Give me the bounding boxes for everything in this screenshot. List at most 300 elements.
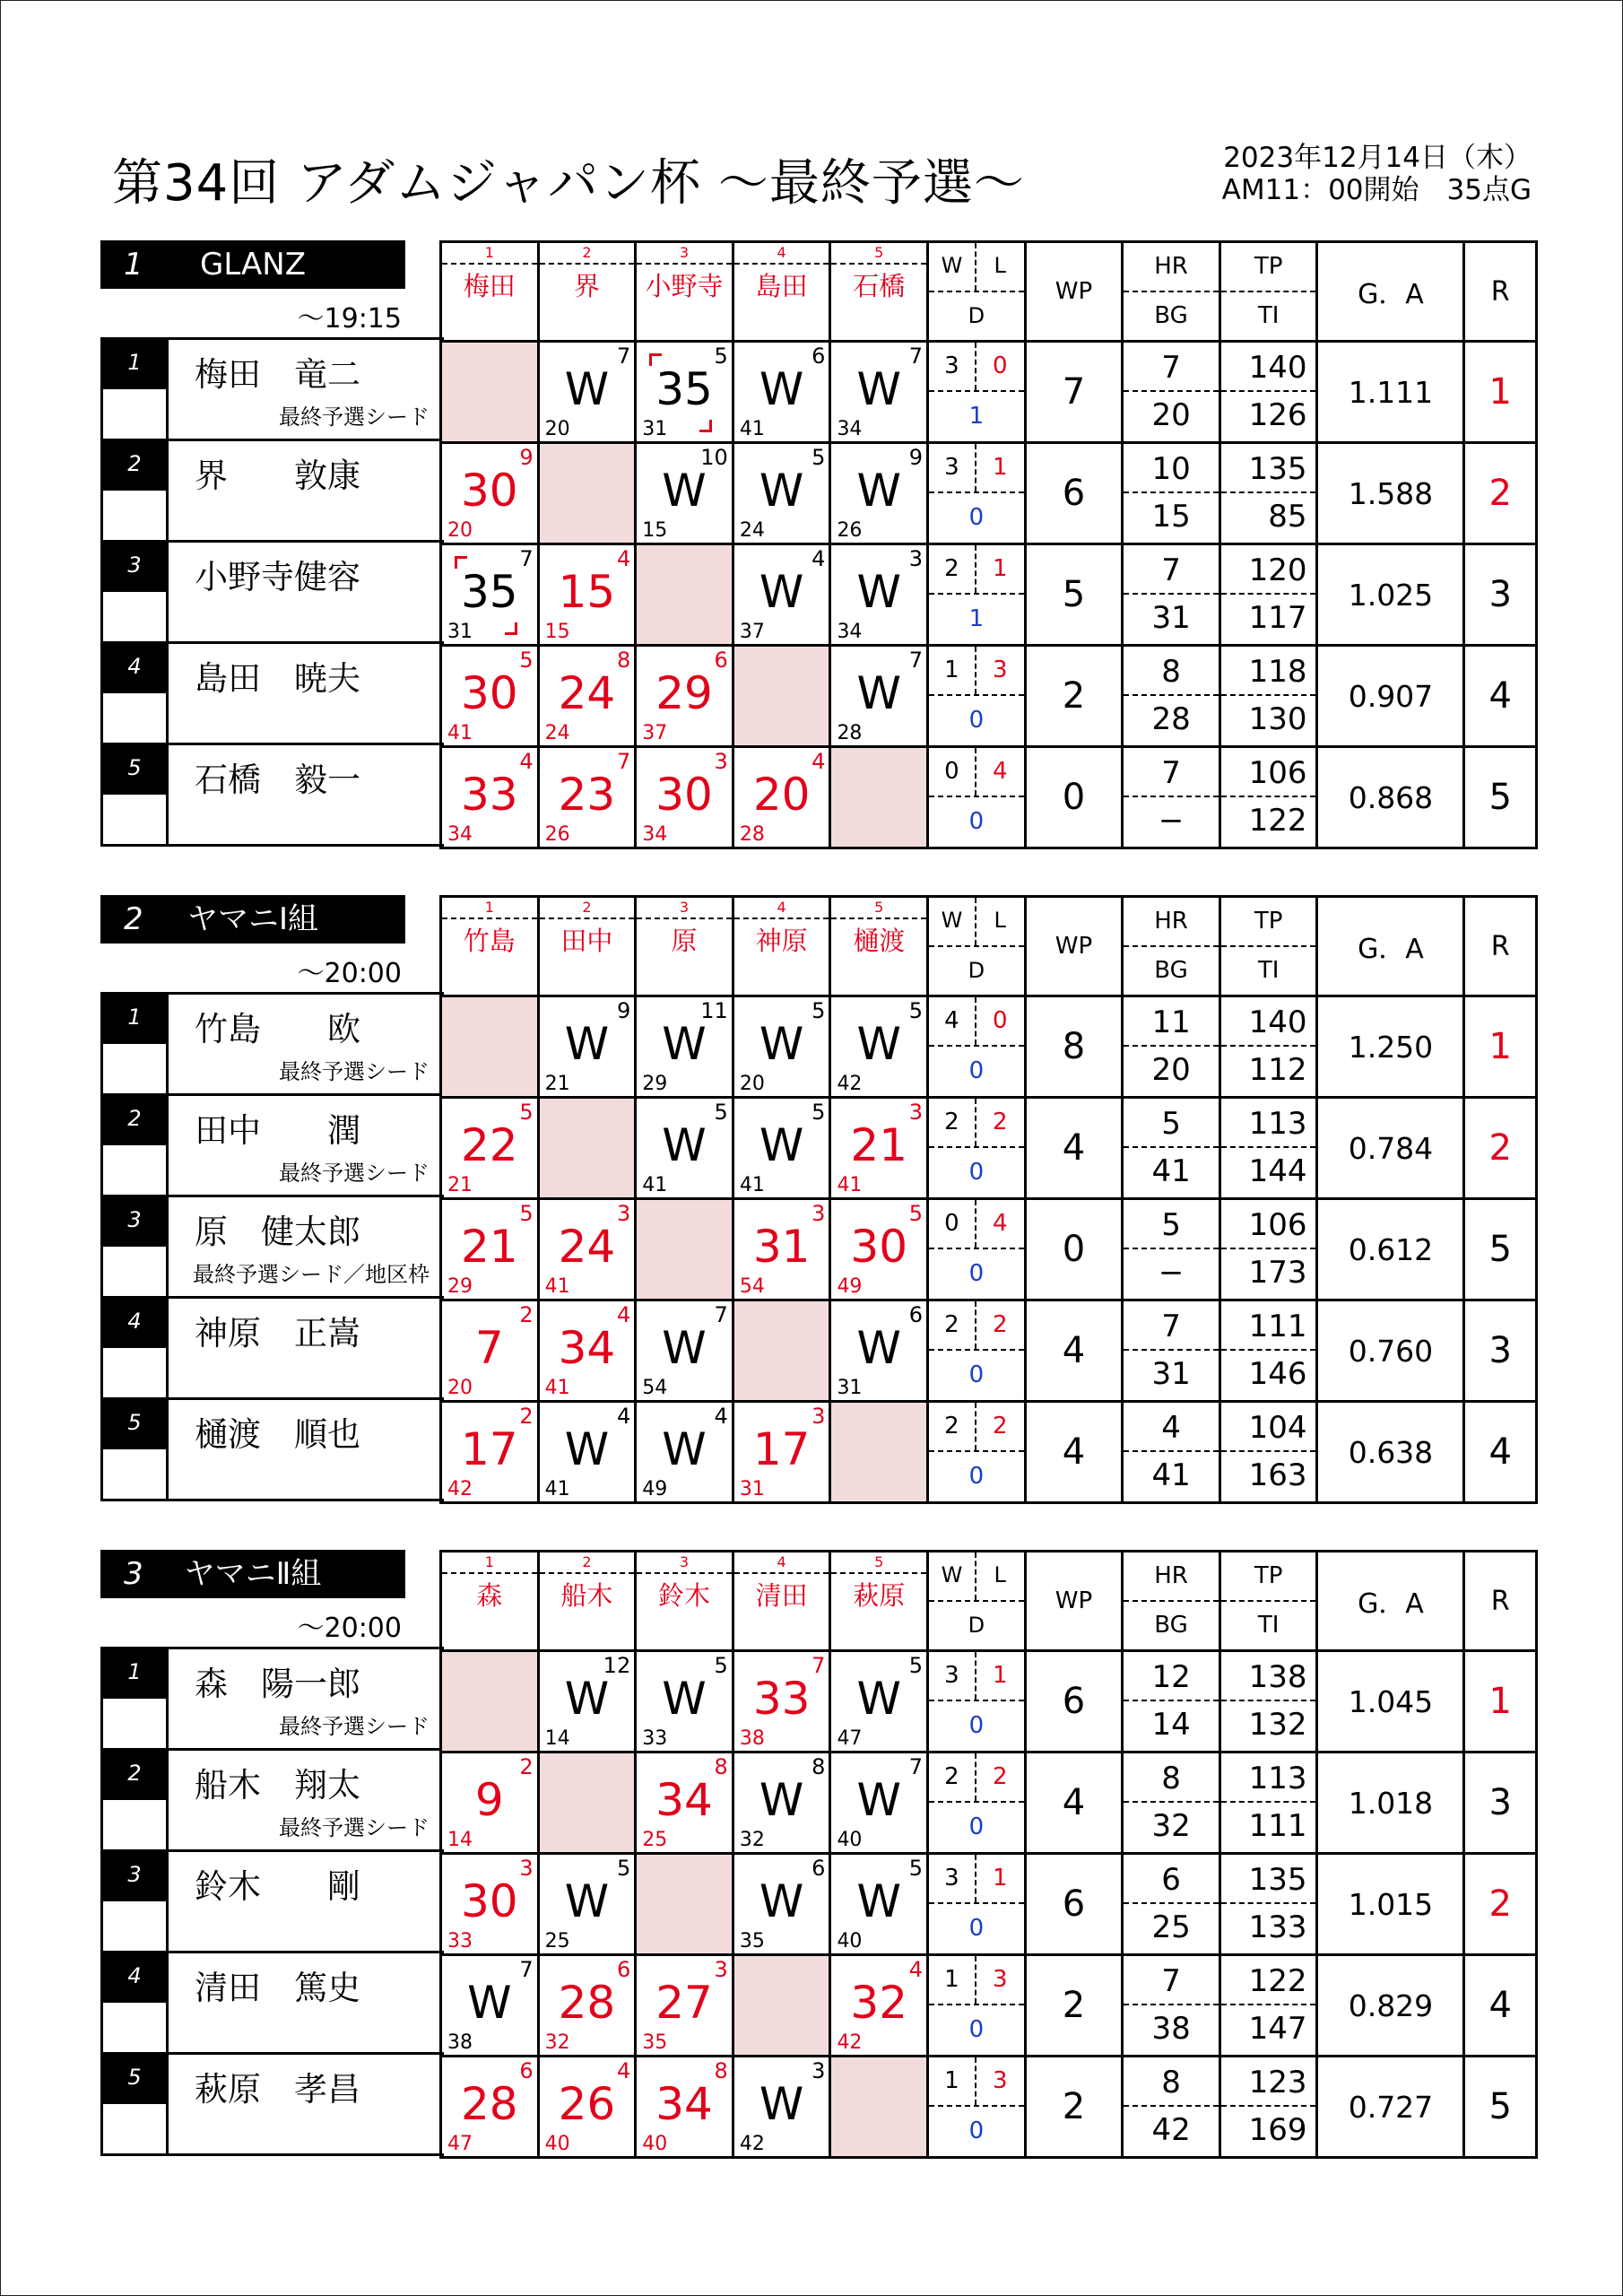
match-win: W [759,1018,804,1070]
loss-count: 2 [992,1413,1008,1439]
match-win: W [856,363,901,415]
hr-value: 10 [1124,444,1219,493]
bg-value: 41 [1151,1457,1191,1493]
ga-value: 0.784 [1317,1098,1464,1199]
wld-header [928,897,1026,996]
ga-value: 0.829 [1317,1955,1464,2057]
hr-value: 6 [1124,1855,1219,1904]
self-match-cell [538,443,636,544]
win-count: 3 [929,343,976,390]
player-name-row [103,340,444,441]
hr-value: 8 [1124,2057,1219,2107]
bg-header: BG [1154,957,1188,984]
player-note: 最終予選シード [279,1161,430,1186]
opponent-score: 8 [714,1754,728,1779]
wld-separator [929,1450,1024,1452]
opponent-number: 1 [442,898,537,919]
match-cell [636,1955,733,2057]
ti-value: 122 [1248,803,1307,839]
rank-value: 3 [1464,544,1537,646]
opponent-short-name: 界 [573,271,600,301]
win-count: 2 [929,1099,976,1146]
opponent-short-name: 船木 [560,1580,613,1611]
ga-value: 0.612 [1317,1199,1464,1300]
player-number: 1 [103,1649,166,1699]
bg-value: − [1158,1255,1185,1291]
player-number-cell [103,1197,169,1296]
match-cell [733,2057,830,2158]
player-name: 森 陽一郎 [195,1665,360,1703]
match-cell [733,443,830,544]
win-count: 1 [929,2057,976,2105]
opponent-score: 5 [714,344,728,369]
match-cell [733,996,830,1098]
match-cell [538,2057,636,2158]
tp-ti-header [1219,897,1317,996]
match-score: 30 [460,1875,518,1927]
match-hr: 20 [447,519,473,542]
opponent-score: 5 [908,1856,924,1881]
opponent-score: 3 [812,1201,826,1226]
match-score: 7 [474,1322,504,1374]
player-name: 原 健太郎 [195,1213,360,1251]
ti-value: 147 [1248,2011,1307,2047]
player-name: 竹島 欧 [195,1010,360,1048]
match-hr: 21 [447,1174,473,1196]
match-cell [733,1651,830,1752]
wld-cell [928,342,1026,443]
match-hr: 35 [642,2031,668,2054]
ti-value: 133 [1248,1909,1307,1945]
header-row [441,242,1537,342]
match-win: W [564,1673,610,1725]
group-block-3 [100,1550,1538,2185]
match-score: 34 [558,1322,616,1374]
match-score: 22 [460,1119,518,1171]
wld-cell [928,1752,1026,1854]
opponent-score: 5 [714,1653,728,1678]
player-name-row [103,1953,444,2055]
match-cell [830,1300,928,1402]
tp-value: 113 [1248,1761,1307,1796]
win-count: 1 [929,647,976,694]
tp-ti-cell [1219,443,1317,544]
match-hr: 32 [739,1829,765,1851]
tp-ti-cell [1219,747,1317,848]
hr-value: 7 [1124,1301,1219,1351]
player-row [441,1402,1537,1503]
opponent-header [733,897,830,996]
ga-value: 1.111 [1317,342,1464,443]
opponent-number: 1 [442,1552,537,1574]
match-win: W [856,667,901,719]
tp-value: 118 [1248,654,1307,690]
wp-value: 6 [1025,1651,1123,1752]
opponent-short-name: 清田 [755,1580,808,1611]
match-cell [538,646,636,747]
ga-value: 1.015 [1317,1854,1464,1955]
draw-count: 0 [968,1915,985,1942]
opponent-score: 4 [616,546,631,571]
match-hr: 54 [642,1377,668,1399]
ga-header: G．A [1317,1552,1464,1651]
match-cell [636,2057,733,2158]
hr-value: 5 [1124,1200,1219,1249]
ga-value: 1.025 [1317,544,1464,646]
player-number-cell [103,1096,169,1195]
hr-bg-cell [1123,1402,1220,1503]
opponent-number: 5 [831,243,926,265]
tp-ti-cell [1219,1651,1317,1752]
loss-count: 2 [992,1763,1008,1790]
self-match-cell [441,1651,539,1752]
opponent-score: 3 [519,1856,534,1881]
wld-header [928,1552,1026,1651]
wld-cell [928,443,1026,544]
opponent-header [441,1552,539,1651]
wld-separator [929,2105,1024,2107]
player-row [441,1098,1537,1199]
opponent-header [538,242,636,342]
opponent-number: 5 [831,898,926,919]
group-number: 3 [124,1556,143,1592]
opponent-score: 5 [812,998,826,1023]
group-header-bar [100,240,405,289]
loss-count: 3 [992,657,1008,683]
opponent-score: 7 [908,648,924,673]
opponent-header [636,897,733,996]
player-name: 島田 暁夫 [195,659,360,698]
player-name: 萩原 孝昌 [195,2070,360,2109]
opponent-header [830,242,928,342]
opponent-number: 3 [637,898,732,919]
match-hr: 14 [544,1727,570,1750]
player-number-cell [103,1400,169,1499]
loss-count: 1 [992,1865,1008,1892]
wp-header: WP [1025,897,1123,996]
player-note: 最終予選シード／地区枠 [193,1262,430,1287]
player-row [441,1199,1537,1300]
match-score: 24 [558,1221,616,1273]
wld-separator [929,1700,1024,1701]
match-cell [830,1098,928,1199]
hr-value: 7 [1124,545,1219,595]
opponent-score: 6 [812,344,826,369]
match-cell [830,1199,928,1300]
rank-value: 2 [1464,1854,1537,1955]
match-hr: 31 [837,1377,863,1399]
rank-value: 1 [1464,996,1537,1098]
player-row [441,747,1537,848]
match-cell [538,747,636,848]
player-row [441,1752,1537,1854]
bg-value: 20 [1151,397,1191,433]
match-cell [636,1651,733,1752]
player-row [441,544,1537,646]
tp-value: 135 [1248,1862,1307,1898]
match-cell [636,342,733,443]
player-row [441,443,1537,544]
match-hr: 34 [447,823,473,846]
opponent-header [441,897,539,996]
match-cell [636,1402,733,1503]
opponent-score: 5 [812,1100,826,1125]
loss-count: 0 [992,1007,1008,1034]
tp-ti-cell [1219,342,1317,443]
wp-value: 0 [1025,747,1123,848]
hr-bg-cell [1123,646,1220,747]
player-number: 2 [103,1751,166,1800]
hr-value: 7 [1124,748,1219,797]
wld-cell [928,1300,1026,1402]
opponent-score: 6 [714,648,728,673]
results-table [439,1550,1538,2159]
wld-separator [929,1902,1024,1904]
tp-ti-cell [1219,544,1317,646]
wld-cell [928,996,1026,1098]
opponent-short-name: 鈴木 [658,1580,711,1611]
hr-value: 12 [1124,1652,1219,1701]
self-match-cell [830,747,928,848]
match-cell [441,1854,539,1955]
match-hr: 38 [447,2031,473,2054]
self-match-cell [733,646,830,747]
hr-header: HR [1124,243,1219,292]
player-name-row [103,2055,444,2156]
ti-value: 144 [1248,1153,1307,1189]
rank-value: 2 [1464,443,1537,544]
tp-header: TP [1221,1552,1316,1602]
opponent-short-name: 田中 [560,926,613,956]
loss-header: L [994,908,1006,933]
corner-mark-top [649,353,662,366]
opponent-score: 7 [616,749,631,774]
tp-ti-header [1219,1552,1317,1651]
opponent-score: 5 [519,648,534,673]
match-cell [830,996,928,1098]
match-hr: 34 [837,418,863,440]
player-number: 3 [103,1197,166,1247]
draw-count: 1 [968,403,985,430]
opponent-score: 8 [812,1754,826,1779]
wl-header [929,1552,1024,1602]
group-block-2 [100,895,1538,1530]
match-cell [441,1752,539,1854]
match-hr: 32 [544,2031,570,2054]
opponent-number: 4 [734,243,829,265]
opponent-number: 3 [637,243,732,265]
match-hr: 41 [544,1478,570,1500]
match-hr: 25 [544,1930,570,1952]
match-win: W [662,465,707,517]
match-cell [733,1199,830,1300]
draw-count: 0 [968,1463,985,1490]
opponent-header [538,897,636,996]
player-row [441,1651,1537,1752]
self-match-cell [733,1955,830,2057]
opponent-score: 9 [519,445,534,470]
tp-ti-cell [1219,996,1317,1098]
group-number: 1 [124,247,143,283]
match-score: 30 [460,465,518,517]
match-cell [538,1854,636,1955]
wld-cell [928,2057,1026,2158]
opponent-score: 11 [700,998,728,1023]
hr-header: HR [1124,1552,1219,1602]
wp-value: 7 [1025,342,1123,443]
start-time-line: AM11：00開始 35点G [1221,174,1532,206]
match-cell [733,1402,830,1503]
player-name-row [103,1096,444,1197]
bg-value: 31 [1151,1356,1191,1392]
ga-value: 0.727 [1317,2057,1464,2158]
player-number: 3 [103,1852,166,1901]
match-hr: 24 [739,519,765,542]
wld-cell [928,747,1026,848]
rank-value: 5 [1464,1199,1537,1300]
player-row [441,996,1537,1098]
opponent-score: 9 [908,445,924,470]
player-number: 3 [103,543,166,592]
match-win: W [759,465,804,517]
draw-count: 0 [968,1712,985,1739]
tp-value: 123 [1248,2065,1307,2100]
hr-bg-cell [1123,342,1220,443]
loss-count: 1 [992,454,1008,481]
hr-header: HR [1124,898,1219,947]
ti-value: 111 [1248,1808,1307,1844]
hr-bg-cell [1123,1098,1220,1199]
match-hr: 26 [544,823,570,846]
match-hr: 42 [837,1073,863,1095]
player-number-cell [103,340,169,439]
hr-bg-cell [1123,1854,1220,1955]
match-hr: 40 [837,1829,863,1851]
match-hr: 20 [447,1377,473,1399]
opponent-score: 8 [714,2058,728,2083]
opponent-score: 7 [616,344,631,369]
player-number-cell [103,1649,169,1748]
player-note: 最終予選シード [279,1714,430,1739]
bg-value: 42 [1151,2112,1191,2148]
opponent-score: 4 [812,546,826,571]
player-number: 2 [103,441,166,491]
match-hr: 28 [837,722,863,744]
match-score: 28 [558,1977,616,2029]
draw-count: 0 [968,707,985,734]
self-match-cell [538,1752,636,1854]
match-hr: 31 [642,418,668,440]
self-match-cell [830,2057,928,2158]
opponent-score: 2 [519,1754,534,1779]
opponent-score: 3 [714,749,728,774]
rank-value: 4 [1464,1402,1537,1503]
loss-count: 1 [992,1662,1008,1689]
opponent-score: 6 [812,1856,826,1881]
win-count: 1 [929,1956,976,2004]
match-hr: 41 [739,418,765,440]
rank-value: 5 [1464,747,1537,848]
hr-value: 5 [1124,1099,1219,1148]
loss-count: 4 [992,1210,1008,1237]
match-cell [636,443,733,544]
opponent-score: 4 [616,1404,631,1429]
match-cell [830,646,928,747]
match-cell [733,747,830,848]
tp-value: 140 [1248,350,1307,386]
player-number-cell [103,441,169,540]
match-cell [538,1300,636,1402]
player-number-cell [103,2055,169,2153]
ga-header: G．A [1317,897,1464,996]
player-name: 田中 潤 [195,1111,360,1150]
opponent-score: 5 [908,1653,924,1678]
match-hr: 37 [642,722,668,744]
page-title: 第34回 アダムジャパン杯 〜最終予選〜 [112,154,1025,213]
match-win: W [662,1119,707,1171]
draw-count: 0 [968,1813,985,1840]
draw-count: 0 [968,2016,985,2043]
bg-value: 14 [1151,1707,1191,1743]
match-score: 24 [558,667,616,719]
self-match-cell [830,1402,928,1503]
ga-value: 1.250 [1317,996,1464,1098]
opponent-score: 6 [616,1957,631,1982]
opponent-number: 4 [734,1552,829,1574]
opponent-number: 2 [540,243,635,265]
wld-separator [929,491,1024,493]
win-header: W [929,898,976,945]
match-win: W [856,1875,901,1927]
date-info [1222,142,1532,206]
hr-bg-cell [1123,1651,1220,1752]
match-hr: 42 [447,1478,473,1500]
ti-value: 163 [1248,1457,1307,1493]
loss-count: 3 [992,1966,1008,1993]
wld-separator [929,1146,1024,1148]
match-cell [538,1199,636,1300]
hr-bg-cell [1123,996,1220,1098]
wl-header [929,898,1024,947]
wp-value: 0 [1025,1199,1123,1300]
match-cell [636,1300,733,1402]
self-match-cell [636,1854,733,1955]
ti-value: 169 [1248,2112,1307,2148]
results-table [439,895,1538,1504]
match-win: W [856,1774,901,1826]
tp-value: 140 [1248,1004,1307,1040]
bg-value: 25 [1151,1909,1191,1945]
ga-value: 0.760 [1317,1300,1464,1402]
ti-value: 132 [1248,1707,1307,1743]
hr-bg-header [1123,1552,1220,1651]
match-win: W [856,465,901,517]
match-win: W [662,1018,707,1070]
player-name-row [103,1197,444,1299]
ti-header: TI [1257,302,1280,329]
hr-bg-cell [1123,747,1220,848]
rank-value: 5 [1464,2057,1537,2158]
hr-value: 4 [1124,1403,1219,1452]
opponent-header [636,1552,733,1651]
opponent-number: 3 [637,1552,732,1574]
match-cell [538,342,636,443]
draw-count: 0 [968,504,985,531]
opponent-score: 12 [603,1653,631,1678]
hr-bg-cell [1123,1300,1220,1402]
wp-value: 2 [1025,1955,1123,2057]
match-hr: 25 [642,1829,668,1851]
